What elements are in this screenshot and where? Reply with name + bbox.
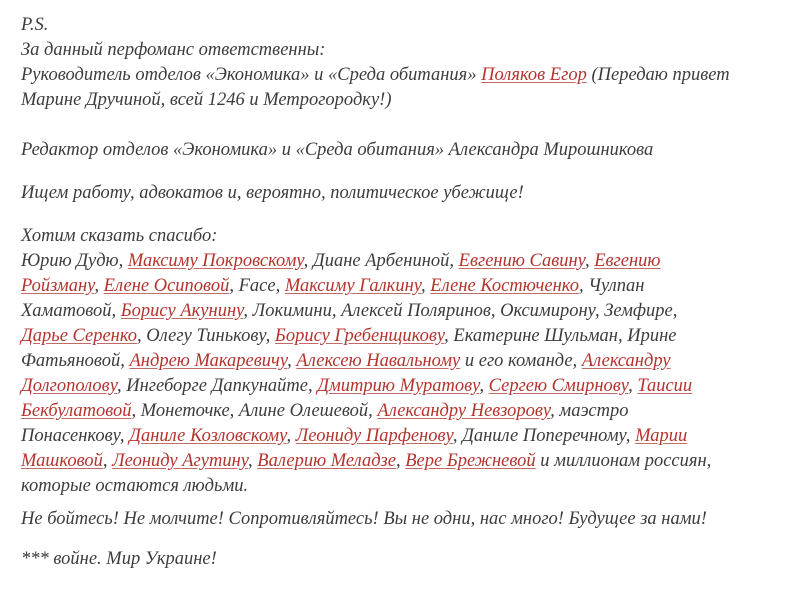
text-run: и его команде, (460, 351, 582, 371)
person-link[interactable]: Алексею Навальному (296, 351, 461, 371)
person-link[interactable]: Леониду Агутину (112, 451, 249, 471)
text-run: Хаматовой, (21, 301, 121, 321)
person-link[interactable]: Андрею Макаревичу (129, 351, 288, 371)
text-run: , (628, 376, 638, 396)
text-run: *** войне. Мир Украине! (21, 549, 217, 569)
text-run: , (94, 276, 104, 296)
person-link[interactable]: Евгению Савину (458, 251, 585, 271)
text-run: , маэстро (550, 401, 629, 421)
person-link[interactable]: Дмитрию Муратову (317, 376, 480, 396)
text-run: , (248, 451, 258, 471)
document-body (21, 13, 784, 572)
person-link[interactable]: Даниле Козловскому (129, 426, 287, 446)
text-run: , (421, 276, 431, 296)
text-run: Руководитель отделов «Экономика» и «Среда обитания» (21, 65, 482, 85)
text-run: Понасенкову, (21, 426, 130, 446)
text-run: (Передаю привет (586, 65, 730, 85)
person-link[interactable]: Дарье Серенко (21, 326, 138, 346)
person-link[interactable]: Борису Акунину (120, 301, 244, 321)
text-run: Ищем работу, адвокатов и, вероятно, политическое убежище! (21, 183, 524, 203)
text-run: , Даниле Поперечному, (452, 426, 636, 446)
person-link[interactable]: Елене Осиповой (103, 276, 230, 296)
person-link[interactable]: Ройзману (21, 276, 95, 296)
editor-paragraph (21, 138, 784, 163)
text-run: Марине Дручиной, всей 1246 и Метрогородку!) (21, 90, 392, 110)
person-link[interactable]: Вере Брежневой (405, 451, 536, 471)
person-link[interactable]: Елене Костюченко (430, 276, 579, 296)
thanks-paragraph (21, 224, 784, 499)
person-link[interactable]: Александру (581, 351, 671, 371)
text-run: , Екатерине Шульман, Ирине (444, 326, 677, 346)
person-link[interactable]: Александру Невзорову (377, 401, 551, 421)
text-run: , Диане Арбениной, (303, 251, 459, 271)
person-link[interactable]: Леониду Парфенову (295, 426, 453, 446)
text-run: , Чулпан (578, 276, 645, 296)
text-run: За данный перфоманс ответственны: (21, 40, 326, 60)
text-run: , Монеточке, Алине Олешевой, (131, 401, 378, 421)
text-run: , (287, 351, 297, 371)
person-link[interactable]: Борису Гребенщикову (274, 326, 445, 346)
text-run: , (395, 451, 406, 471)
text-run: , (584, 251, 595, 271)
person-link[interactable]: Максиму Галкину (284, 276, 422, 296)
text-run: , (102, 451, 113, 471)
text-run: Хотим сказать спасибо: (21, 226, 218, 246)
text-run: , Ингеборге Дапкунайте, (117, 376, 318, 396)
person-link[interactable]: Валерию Меладзе (257, 451, 396, 471)
text-run: и миллионам россиян, (535, 451, 712, 471)
rallying-cry-paragraph (21, 507, 784, 532)
text-run: , Face, (229, 276, 285, 296)
text-run: Не бойтесь! Не молчите! Сопротивляйтесь! Вы не одни, нас много! Будущее за нами! (21, 509, 707, 529)
no-war-paragraph (21, 547, 784, 572)
person-link[interactable]: Евгению (594, 251, 661, 271)
seeking-paragraph (21, 181, 784, 206)
person-link[interactable]: Бекбулатовой (21, 401, 132, 421)
person-link[interactable]: Максиму Покровскому (127, 251, 304, 271)
person-link[interactable]: Таисии (637, 376, 693, 396)
text-run: Юрию Дудю, (21, 251, 128, 271)
text-run: Фатьяновой, (21, 351, 130, 371)
text-run: , (286, 426, 296, 446)
text-run: , Олегу Тинькову, (137, 326, 275, 346)
text-run: , (479, 376, 489, 396)
person-link[interactable]: Марии (635, 426, 688, 446)
person-link[interactable]: Долгополову (21, 376, 117, 396)
text-run: P.S. (21, 15, 49, 35)
ps-credits-paragraph (21, 13, 784, 113)
person-link[interactable]: Машковой (21, 451, 103, 471)
person-link[interactable]: Сергею Смирнову (488, 376, 629, 396)
text-run: , Локимини, Алексей Поляринов, Оксимирону, Земфире, (243, 301, 678, 321)
person-link[interactable]: Поляков Егор (481, 65, 587, 85)
text-run: Редактор отделов «Экономика» и «Среда обитания» Александра Мирошникова (21, 140, 654, 160)
text-run: которые остаются людьми. (21, 476, 249, 496)
